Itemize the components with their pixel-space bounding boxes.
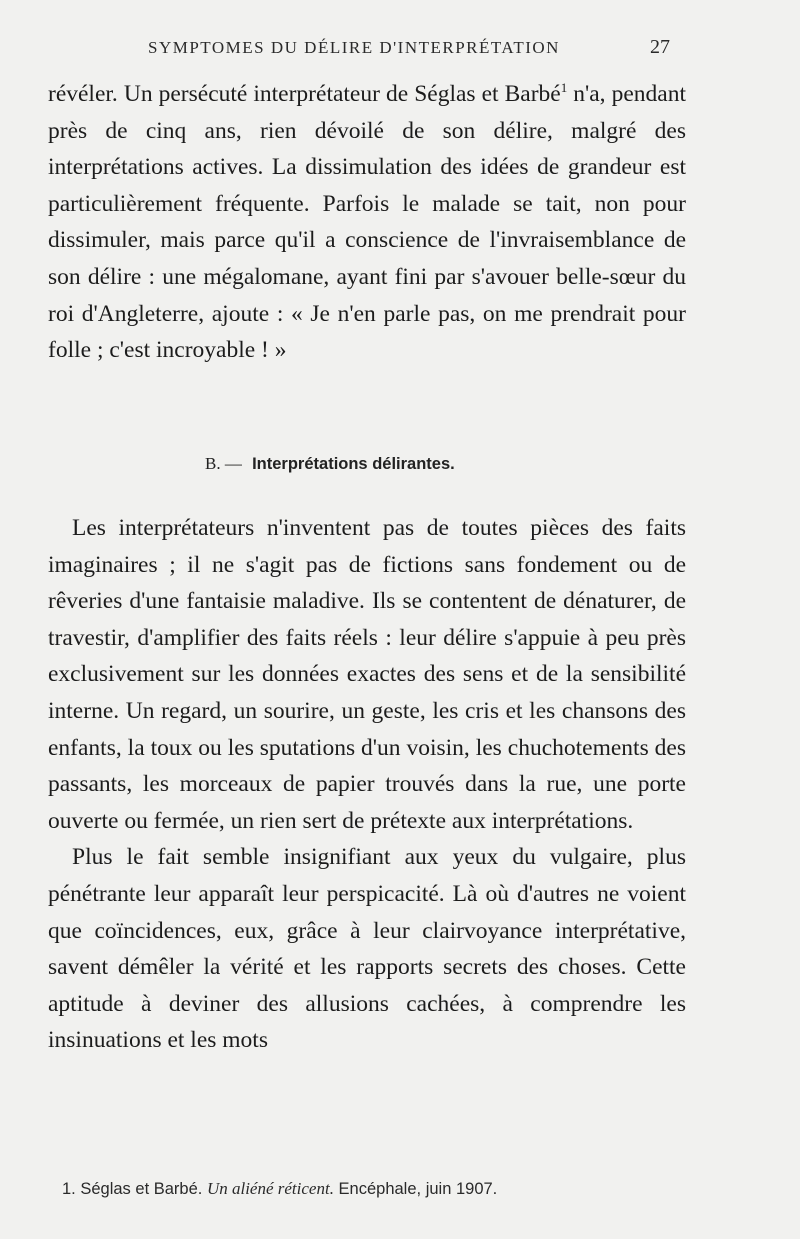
page-number: 27 [650, 36, 670, 58]
running-title: SYMPTOMES DU DÉLIRE D'INTERPRÉTATION [148, 38, 560, 57]
text-block-upper [48, 76, 686, 369]
footnote-work-title: Un aliéné réticent. [206, 1179, 334, 1198]
footnote-authors: Séglas et Barbé. [80, 1180, 203, 1198]
footnote-number: 1. [62, 1180, 76, 1198]
paragraph-1 [48, 76, 686, 369]
footnote [62, 1179, 497, 1199]
text-block-lower [48, 510, 686, 1059]
paragraph-2: Les interprétateurs n'inventent pas de toutes pièces des faits imaginaires ; il ne s'agit pas de fictions sans fondement ou de rêveries d'une fantaisie maladive. Ils se contentent de dénaturer, de travestir, d'amplifier des faits réels : leur délire s'appuie à peu près exclusivement sur les données exactes des sens et de la sensibilité interne. Un regard, un sourire, un geste, les cris et les chansons des enfants, la toux ou les sputations d'un voisin, les chuchotements des passants, les morceaux de papier trouvés dans la rue, une porte ouverte ou fermée, un rien sert de prétexte aux interprétations. [48, 515, 686, 834]
section-heading [205, 454, 455, 474]
paragraph-3: Plus le fait semble insignifiant aux yeux du vulgaire, plus pénétrante leur apparaît leur perspicacité. Là où d'autres ne voient que coïncidences, eux, grâce à leur clairvoyance interprétative, savent démêler la vérité et les rapports secrets des choses. Cette aptitude à deviner des allusions cachées, à comprendre les insinuations et les mots [48, 844, 686, 1054]
section-title: Interprétations délirantes. [252, 455, 455, 473]
section-letter: B. — [205, 454, 242, 473]
footnote-source: Encéphale, juin 1907. [338, 1180, 498, 1198]
paragraph-1-text-a: révéler. Un persécuté interprétateur de Séglas et Barbé [48, 81, 561, 107]
paragraph-1-text-b: n'a, pendant près de cinq ans, rien dévoilé de son délire, malgré des interprétations actives. La dissimulation des idées de grandeur est particulièrement fréquente. Parfois le malade se tait, non pour dissimuler, mais parce qu'il a conscience de l'invraisemblance de son délire : une mégalomane, ayant fini par s'avouer belle-sœur du roi d'Angleterre, ajoute : « Je n'en parle pas, on me prendrait pour folle ; c'est incroyable ! » [48, 81, 686, 364]
footnote-reference: 1 [560, 80, 568, 96]
